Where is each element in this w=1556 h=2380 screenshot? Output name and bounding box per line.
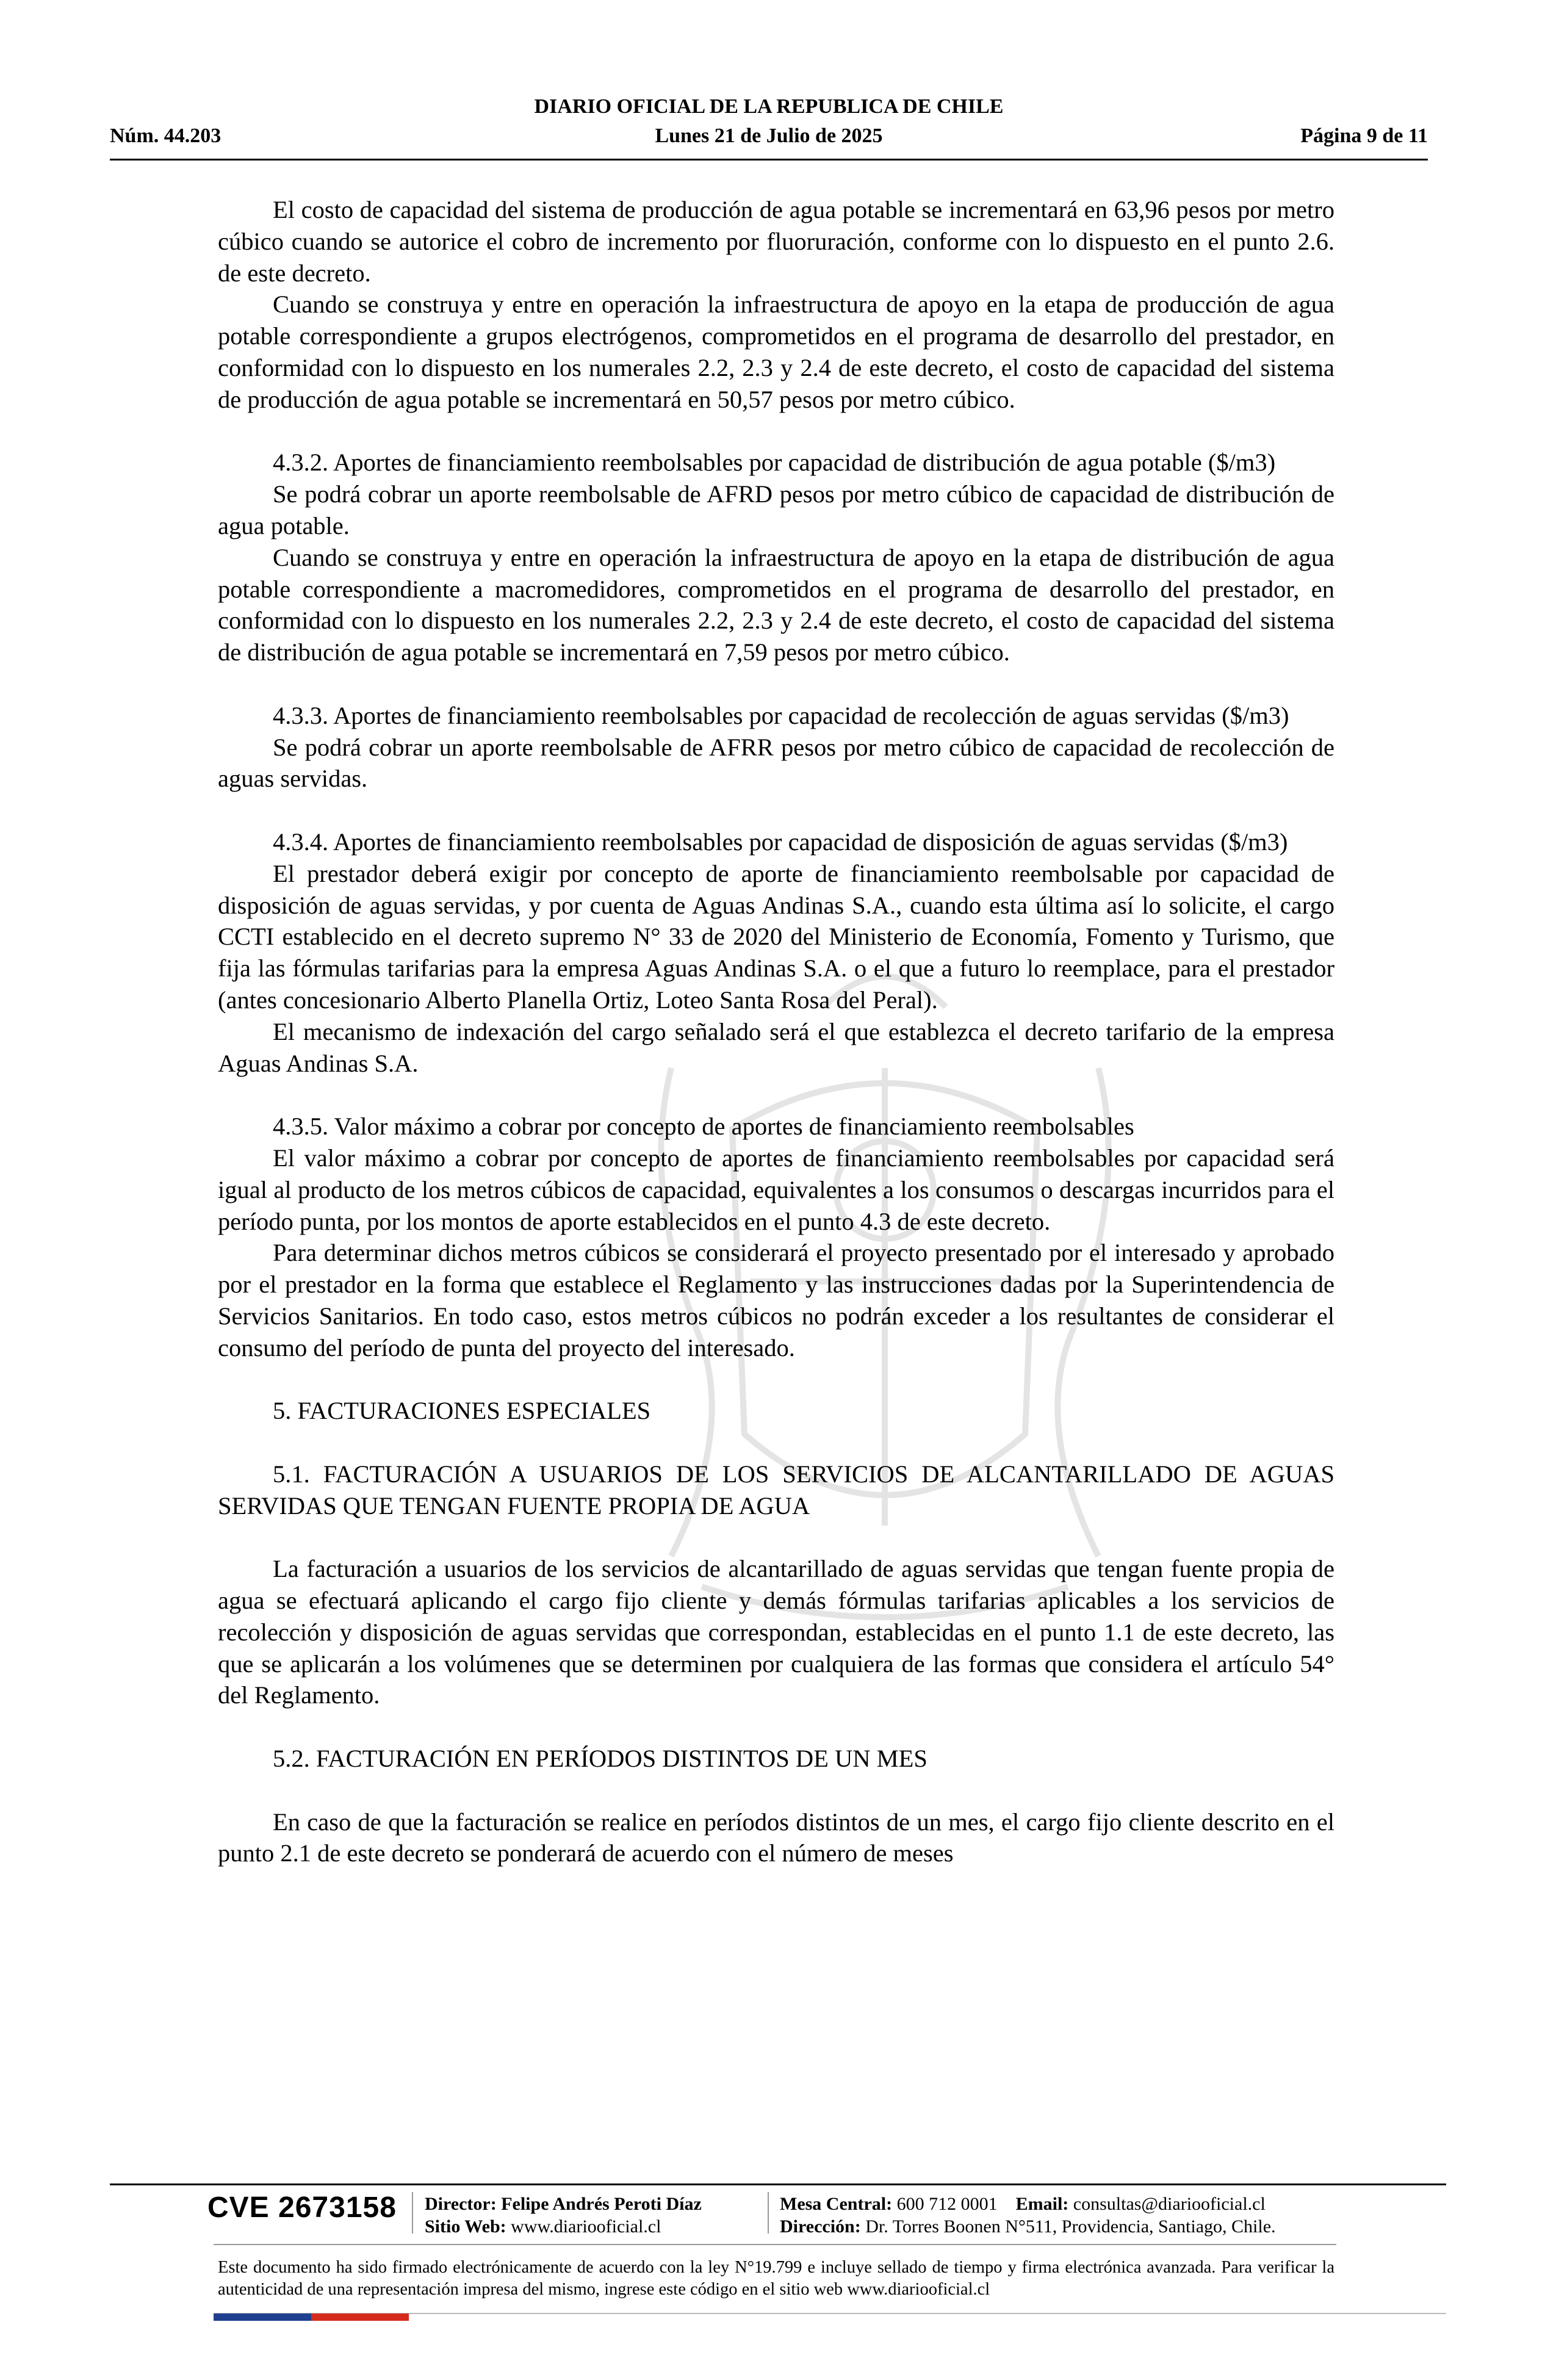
footer-contact-block — [780, 2193, 1276, 2238]
paragraph: El valor máximo a cobrar por concepto de aportes de financiamiento reembolsables por capacidad será igual al producto de los metros cúbicos de capacidad, equivalentes a los consumos o descargas incurridos para el período punta, por los montos de aporte establecidos en el punto 4.3 de este decreto. — [218, 1144, 1334, 1235]
paragraph: El prestador deberá exigir por concepto de aporte de financiamiento reembolsable por capacidad de disposición de aguas servidas, y por cuenta de Aguas Andinas S.A., cuando esta última así lo solicite, el cargo CCTI establecido en el decreto supremo N° 33 de 2020 del Ministerio de Economía, Fomento y Turismo, que fija las fórmulas tarifarias para la empresa Aguas Andinas S.A. o el que a futuro lo reemplace, para el prestador (antes concesionario Alberto Planella Ortiz, Loteo Santa Rosa del Peral). — [218, 859, 1334, 1014]
paragraph: Cuando se construya y entre en operación la infraestructura de apoyo en la etapa de producción de agua potable correspondiente a grupos electrógenos, comprometidos en el programa de desarrollo del prestador, en conformidad con lo dispuesto en los numerales 2.2, 2.3 y 2.4 de este decreto, el costo de capacidad del sistema de producción de agua potable se incrementará en 50,57 pesos por metro cúbico. — [218, 290, 1334, 413]
address-label: Dirección: — [780, 2216, 861, 2237]
section-heading: 5. FACTURACIONES ESPECIALES — [273, 1397, 651, 1425]
section-heading: 4.3.3. Aportes de financiamiento reembolsables por capacidad de recolección de aguas servidas ($/m3) — [273, 701, 1289, 729]
page-header — [110, 92, 1428, 160]
paragraph: El costo de capacidad del sistema de producción de agua potable se incrementará en 63,96 pesos por metro cúbico cuando se autorice el cobro de incremento por fluoruración, conforme con lo dispuesto en el punto 2.6. de este decreto. — [218, 196, 1334, 287]
legal-notice: Este documento ha sido firmado electrónicamente de acuerdo con la ley N°19.799 e incluye sellado de tiempo y firma electrónica avanzada. Para verificar la autenticidad de una representación impresa del mismo, ingrese este código en el sitio web www.diariooficial.cl — [218, 2258, 1334, 2299]
paragraph: La facturación a usuarios de los servicios de alcantarillado de aguas servidas que tengan fuente propia de agua se efectuará aplicando el cargo fijo cliente y demás fórmulas tarifarias aplicables a los servicios de recolección y disposición de aguas servidas que correspondan, establecidas en el punto 1.1 de este decreto, las que se aplicarán a los volúmenes que se determinen por cualquiera de las formas que considera el artículo 54° del Reglamento. — [218, 1555, 1334, 1709]
section-heading: 4.3.2. Aportes de financiamiento reembolsables por capacidad de distribución de agua potable ($/m3) — [273, 449, 1276, 477]
director-name: Felipe Andrés Peroti Díaz — [501, 2194, 702, 2214]
section-heading: 4.3.5. Valor máximo a cobrar por concepto de aportes de financiamiento reembolsables — [273, 1112, 1134, 1141]
issue-number: Núm. 44.203 — [110, 124, 222, 147]
paragraph: Se podrá cobrar un aporte reembolsable de AFRR pesos por metro cúbico de capacidad de recolección de aguas servidas. — [218, 733, 1334, 793]
paragraph: En caso de que la facturación se realice en períodos distintos de un mes, el cargo fijo cliente descrito en el punto 2.1 de este decreto se ponderará de acuerdo con el número de meses — [218, 1808, 1334, 1867]
issue-date: Lunes 21 de Julio de 2025 — [655, 124, 883, 147]
footer-divider — [110, 2183, 1446, 2185]
phone-label: Mesa Central: — [780, 2194, 893, 2214]
page-number: Página 9 de 11 — [1300, 124, 1428, 147]
footer-thin-divider — [214, 2244, 1336, 2245]
paragraph: El mecanismo de indexación del cargo señalado será el que establezca el decreto tarifario de la empresa Aguas Andinas S.A. — [218, 1017, 1334, 1077]
newspaper-title: DIARIO OFICIAL DE LA REPUBLICA DE CHILE — [534, 95, 1004, 118]
section-heading: 5.1. FACTURACIÓN A USUARIOS DE LOS SERVICIOS DE ALCANTARILLADO DE AGUAS SERVIDAS QUE TENGAN FUENTE PROPIA DE AGUA — [218, 1460, 1334, 1520]
section-heading: 5.2. FACTURACIÓN EN PERÍODOS DISTINTOS DE UN MES — [273, 1745, 927, 1773]
section-heading: 4.3.4. Aportes de financiamiento reembolsables por capacidad de disposición de aguas servidas ($/m3) — [273, 828, 1288, 856]
footer-separator — [412, 2192, 413, 2234]
email-link[interactable]: consultas@diariooficial.cl — [1073, 2194, 1266, 2214]
website-label: Sitio Web: — [425, 2216, 506, 2237]
flag-stripe-red — [311, 2313, 409, 2321]
phone-number: 600 712 0001 — [896, 2194, 998, 2214]
footer-separator — [768, 2192, 769, 2234]
website-link[interactable]: www.diariooficial.cl — [511, 2216, 661, 2237]
paragraph: Para determinar dichos metros cúbicos se considerará el proyecto presentado por el interesado y aprobado por el prestador en la forma que establece el Reglamento y las instrucciones dadas por la Superintendencia de Servicios Sanitarios. En todo caso, estos metros cúbicos no podrán exceder a los resultantes de considerar el consumo del período de punta del proyecto del interesado. — [218, 1239, 1334, 1361]
paragraph: Cuando se construya y entre en operación la infraestructura de apoyo en la etapa de distribución de agua potable correspondiente a macromedidores, comprometidos en el programa de desarrollo del prestador, en conformidad con lo dispuesto en los numerales 2.2, 2.3 y 2.4 de este decreto, el costo de capacidad del sistema de distribución de agua potable se incrementará en 7,59 pesos por metro cúbico. — [218, 543, 1334, 666]
flag-stripe-blue — [214, 2313, 311, 2321]
paragraph: Se podrá cobrar un aporte reembolsable de AFRD pesos por metro cúbico de capacidad de distribución de agua potable. — [218, 480, 1334, 539]
cve-code: CVE 2673158 — [207, 2191, 397, 2224]
director-label: Director: — [425, 2194, 497, 2214]
footer-director-block — [425, 2193, 702, 2238]
document-body — [218, 194, 1334, 1869]
address-text: Dr. Torres Boonen N°511, Providencia, Santiago, Chile. — [865, 2216, 1276, 2237]
email-label: Email: — [1015, 2194, 1069, 2214]
